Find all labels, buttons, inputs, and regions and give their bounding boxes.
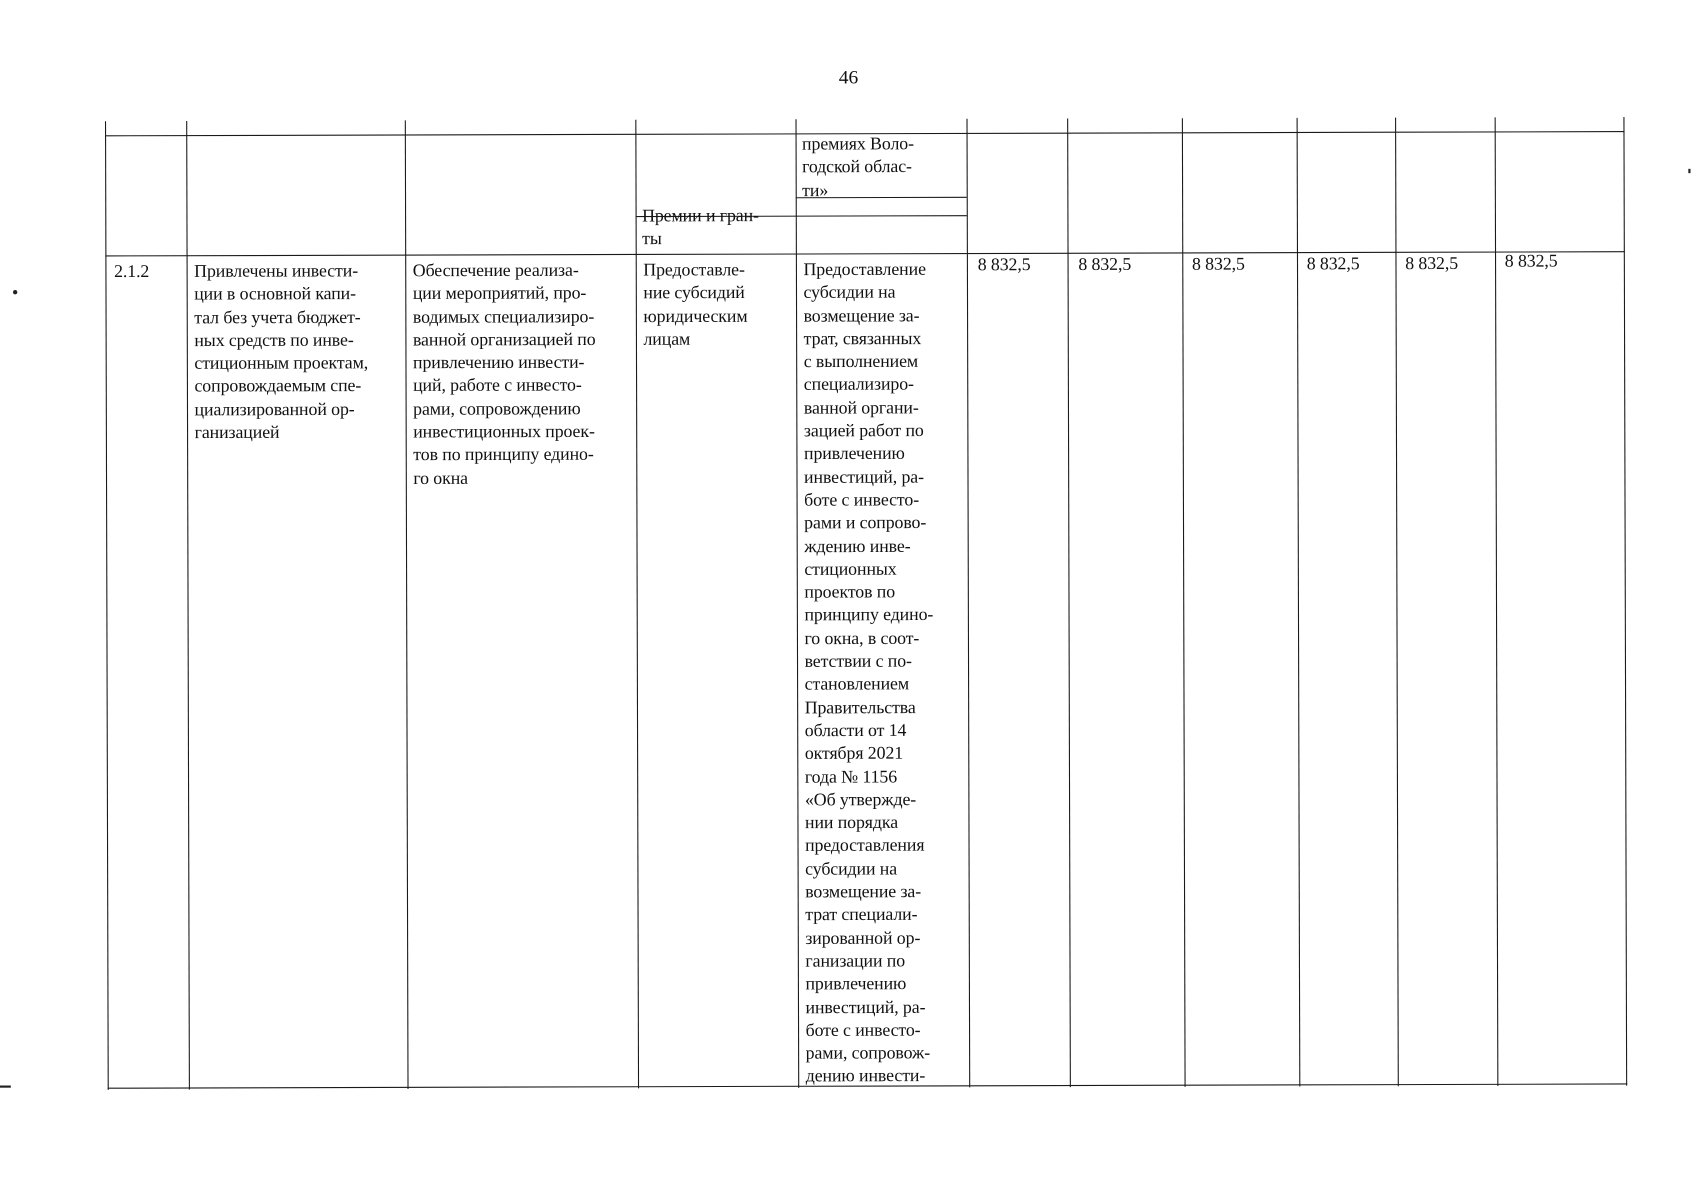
column-divider	[1495, 117, 1499, 1086]
value-cell: 8 832,5	[1405, 252, 1459, 274]
budget-table	[105, 117, 1638, 1090]
scan-speck	[13, 290, 17, 294]
row-divider	[105, 251, 1625, 256]
column-divider	[1182, 118, 1186, 1087]
row-number: 2.1.2	[114, 260, 150, 282]
direction-text: Предоставле- ние субсидий юридическим лицам	[643, 259, 748, 350]
table-border-right	[1623, 117, 1627, 1086]
column-divider	[795, 119, 799, 1088]
fragment-direction-text: Премии и гран- ты	[642, 204, 759, 249]
column-divider	[635, 120, 639, 1089]
scan-speck	[0, 1086, 11, 1088]
column-divider	[405, 120, 409, 1089]
column-divider	[1395, 118, 1399, 1087]
page-number: 46	[838, 66, 859, 88]
result-text: Привлечены инвести- ции в основной капи- тал без учета бюджет- ных средств по инве- стиционным проектам, сопровождаемым спе- циализированной ор- ганизацией	[194, 260, 369, 443]
value-cell: 8 832,5	[1306, 252, 1360, 274]
value-cell: 8 832,5	[1504, 250, 1558, 271]
measure-text: Обеспечение реализа- ции мероприятий, про- водимых специализиро- ванной организацией по привлечению инвести- ций, работе с инвесто- рами, сопровождению инвестиционных проек- тов по принципу едино- го окна	[412, 259, 596, 488]
column-divider	[186, 121, 190, 1090]
column-divider	[1067, 119, 1071, 1088]
table-border-left	[105, 121, 109, 1090]
scan-speck	[1688, 169, 1690, 173]
value-cell: 8 832,5	[1191, 253, 1245, 275]
column-divider	[1297, 118, 1301, 1087]
fragment-description-text: премиях Воло- годской облас- ти»	[801, 133, 914, 200]
value-cell: 8 832,5	[1078, 253, 1132, 275]
description-text: Предоставление субсидии на возмещение за- трат, связанных с выполнением специализиро- ванной органи- зацией работ по привлечению инвестиций, ра- боте с инвесто- рами и сопрово- ждению инве- стиционных проектов по принципу едино- го окна, в соот- ветствии с по- становлением Правительства области от 14 октября 2021 года № 1156 «Об утвержде- нии порядка предоставления субсидии на возмещение за- трат специали- зированной ор- ганизации по привлечению инвестиций, ра- боте с инвесто- рами, сопровож- дению инвести-	[803, 258, 934, 1087]
value-cell: 8 832,5	[977, 253, 1031, 275]
